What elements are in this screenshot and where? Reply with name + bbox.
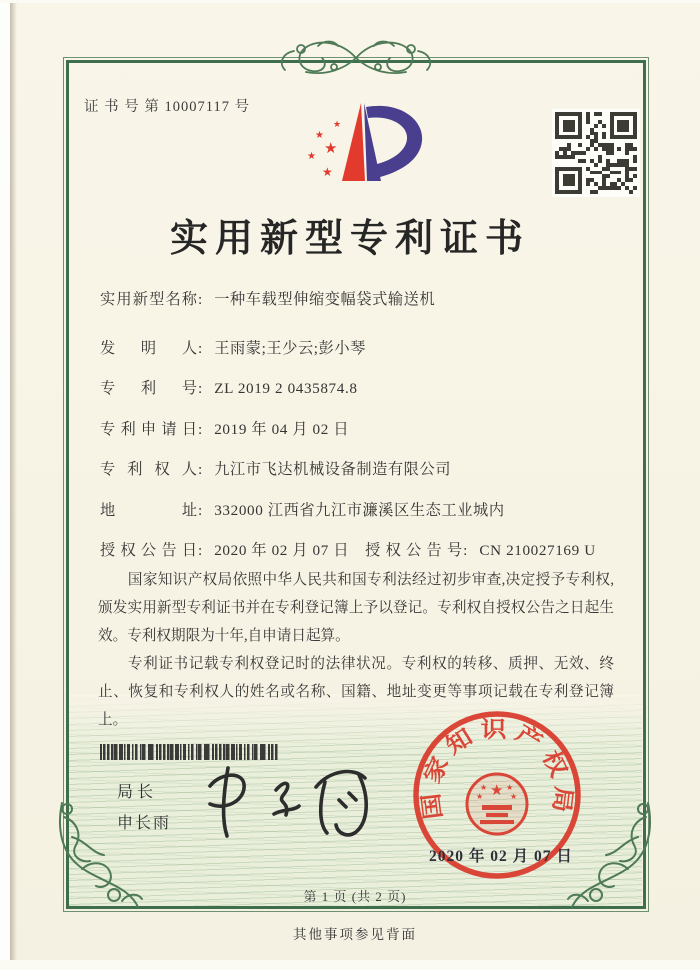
field-row-address [100, 499, 505, 520]
svg-text:★: ★ [333, 120, 342, 130]
director-name: 申长雨 [117, 815, 172, 832]
page-number: 第 1 页 (共 2 页) [303, 889, 407, 904]
scan-seam-shadow [10, 0, 17, 970]
field-value: 一种车载型伸缩变幅袋式输送机 [214, 291, 436, 308]
svg-text:★: ★ [490, 781, 504, 799]
svg-text:★: ★ [324, 139, 338, 157]
field-label: 专 利 申 请 日 [100, 421, 197, 438]
svg-text:★: ★ [506, 783, 514, 792]
barcode [100, 744, 278, 760]
field-label: 专 利 号 [100, 380, 197, 397]
label-colon: : [198, 542, 203, 559]
field-row-grant-date-number [100, 539, 596, 560]
document-title: 实用新型专利证书 [169, 218, 530, 260]
field-value: 九江市飞达机械设备制造有限公司 [214, 461, 452, 478]
svg-text:★: ★ [480, 783, 488, 792]
field-value: 王雨蒙;王少云;彭小琴 [214, 340, 366, 357]
director-signature [198, 760, 378, 845]
field-label: 专 利 权 人 [100, 461, 197, 478]
svg-text:★: ★ [315, 130, 324, 141]
field-label: 授 权 公 告 号 [365, 542, 463, 559]
back-side-note: 其他事项参见背面 [293, 927, 417, 942]
scan-edge-top [0, 0, 700, 3]
top-scroll-ornament-icon [272, 36, 440, 82]
field-value: CN 210027169 U [479, 542, 596, 559]
legal-paragraph: 国家知识产权局依照中华人民共和国专利法经过初步审查,决定授予专利权,颁发实用新型专利证书并在专利登记簿上予以登记。专利权自授权公告之日起生效。专利权期限为十年,自申请日起算。 [98, 572, 614, 645]
seal-org-text: 国家知识产权局 [418, 717, 577, 821]
field-row-inventors [100, 337, 366, 358]
field-value: ZL 2019 2 0435874.8 [214, 380, 358, 397]
legal-paragraph: 专利证书记载专利权登记时的法律状况。专利权的转移、质押、无效、终止、恢复和专利权人的姓名或名称、国籍、地址变更等事项记载在专利登记簿上。 [98, 656, 614, 729]
label-colon: : [198, 340, 203, 357]
label-colon: : [198, 461, 203, 478]
field-row-name [100, 288, 435, 309]
svg-text:★: ★ [476, 792, 484, 801]
qr-code [552, 109, 640, 197]
label-colon: : [463, 542, 468, 559]
field-value: 2020 年 02 月 07 日 [214, 542, 350, 559]
field-value: 332000 江西省九江市濂溪区生态工业城内 [214, 502, 505, 519]
label-colon: : [198, 291, 203, 308]
field-label: 地 址 [100, 502, 197, 519]
field-label: 发 明 人 [100, 340, 197, 357]
national-emblem-icon [467, 774, 527, 834]
field-label: 授 权 公 告 日 [100, 542, 197, 559]
certificate-number: 证 书 号 第 10007117 号 [84, 99, 251, 115]
svg-text:★: ★ [307, 151, 316, 162]
label-colon: : [198, 502, 203, 519]
field-row-patentee [100, 458, 451, 479]
svg-text:★: ★ [510, 792, 518, 801]
svg-text:★: ★ [322, 165, 333, 179]
director-title: 局长 [117, 784, 158, 801]
label-colon: : [198, 380, 203, 397]
scan-edge-left [0, 0, 10, 970]
scan-edge-bottom [0, 960, 700, 970]
field-value: 2019 年 04 月 02 日 [214, 421, 350, 438]
field-row-filing-date [100, 418, 349, 439]
field-label: 实 用 新 型 名 称 [100, 291, 197, 308]
label-colon: : [198, 421, 203, 438]
seal-date: 2020 年 02 月 07 日 [429, 848, 573, 865]
cnipa-logo-icon [284, 101, 434, 207]
field-row-patent-number [100, 377, 358, 398]
